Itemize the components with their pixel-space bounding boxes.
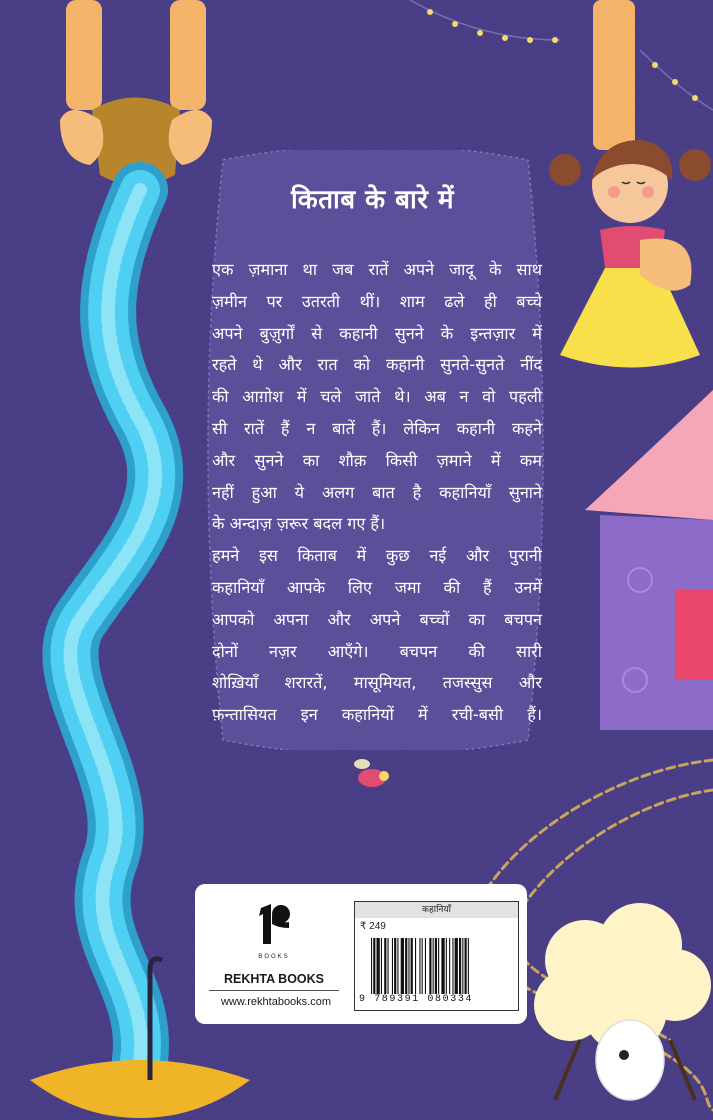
barcode-bar	[408, 938, 409, 994]
blurb-text	[212, 254, 542, 731]
barcode-bar	[425, 938, 426, 994]
barcode-bar	[449, 938, 450, 994]
barcode-bar	[435, 938, 437, 994]
barcode-bar	[415, 938, 416, 994]
blurb-line: की आग़ोश में चले जाते थे। अब न वो पहली	[212, 387, 542, 407]
barcode-bar	[371, 938, 372, 994]
isbn-number: 9 789391 080334	[359, 994, 474, 1005]
barcode-bar	[422, 938, 423, 994]
barcode-bar	[397, 938, 398, 994]
blurb-line: ज़मीन पर उतरती थीं। शाम ढले ही बच्चे	[212, 291, 542, 311]
barcode-bar	[401, 938, 404, 994]
barcode-bar	[459, 938, 461, 994]
barcode-box	[354, 901, 519, 1011]
barcode-bar	[452, 938, 453, 994]
blurb-line: रहते थे और रात को कहानी सुनते-सुनते नींद	[212, 355, 542, 375]
barcode-bar	[462, 938, 463, 994]
blurb-line: शोख़ियाँ शरारतें, मासूमियत, तजस्सुस और	[212, 673, 542, 693]
genre-label: कहानियाँ	[355, 902, 518, 918]
publisher-name: REKHTA BOOKS	[224, 972, 324, 986]
barcode-bar	[405, 938, 407, 994]
barcode-bar	[465, 938, 467, 994]
blurb-line: के अन्दाज़ ज़रूर बदल गए हैं।	[212, 514, 386, 534]
blurb-title: किताब के बारे में	[291, 185, 454, 215]
blurb-line: और सुनने का शौक़ किसी ज़माने में कम	[212, 450, 542, 470]
barcode-bar	[438, 938, 439, 994]
blurb-line: दोनों नज़र आएँगे। बचपन की सारी	[212, 641, 542, 661]
blurb-line: फ़न्तासियत इन कहानियों में रची-बसी हैं।	[212, 705, 542, 725]
barcode-bar	[429, 938, 431, 994]
barcode-bar	[373, 938, 375, 994]
barcode-bar	[377, 938, 380, 994]
price-label: ₹ 249	[360, 921, 386, 932]
blurb-line: एक ज़माना था जब रातें अपने जादू के साथ	[212, 260, 542, 279]
blurb-line: नहीं हुआ ये अलग बात है कहानियाँ सुनाने	[212, 482, 542, 502]
barcode-bar	[381, 938, 382, 994]
barcode-bar	[455, 938, 458, 994]
barcode-bar	[394, 938, 396, 994]
barcode-bar	[441, 938, 444, 994]
publisher-url: www.rekhtabooks.com	[220, 996, 332, 1008]
publisher-logo	[209, 894, 339, 969]
barcode-bar	[446, 938, 447, 994]
barcode-bar	[388, 938, 389, 994]
barcode-bar	[392, 938, 393, 994]
barcode-bar	[433, 938, 434, 994]
blurb-line: अपने बुज़ुर्गों से कहानी सुनने के इन्तज़ार में	[212, 323, 542, 343]
barcode-bar	[411, 938, 413, 994]
blurb-line: हमने इस किताब में कुछ नई और पुरानी	[212, 546, 542, 566]
divider	[209, 990, 339, 991]
rekhta-logo-icon	[209, 894, 339, 954]
blurb-line: कहानियाँ आपके लिए जमा की हैं उनमें	[212, 577, 542, 597]
logo-subtext: BOOKS	[258, 954, 290, 960]
barcode	[369, 938, 507, 996]
barcode-bar	[384, 938, 386, 994]
blurb-line: आपको अपना और अपने बच्चों का बचपन	[212, 609, 542, 629]
publisher-card	[195, 884, 527, 1024]
blurb-line: सी रातें हैं न बातें हैं। लेकिन कहानी कहने	[212, 418, 542, 438]
barcode-bar	[419, 938, 420, 994]
barcode-bar	[468, 938, 469, 994]
